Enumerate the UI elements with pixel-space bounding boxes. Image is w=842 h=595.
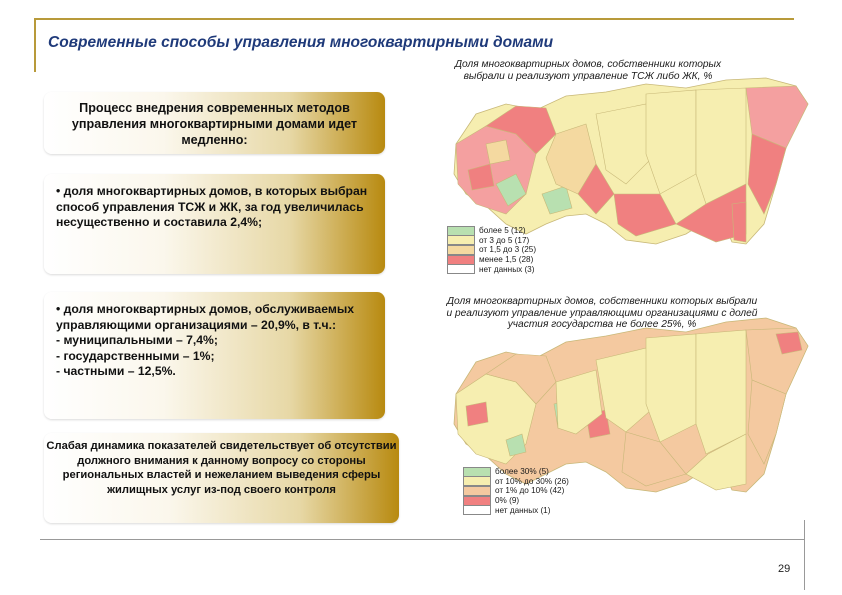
legend-label: от 10% до 30% (26) [495,476,569,486]
map1-legend-row [447,236,536,246]
footer-rule [40,539,804,540]
map2-caption: Доля многоквартирных домов, собственники которых выбрали и реализуют управление управляющими организациями с долей участия государства не более 25%, % [446,296,758,330]
page-number: 29 [778,563,791,575]
map1-legend [447,226,536,274]
map1-legend-row [447,264,536,274]
bullet-1-text: • доля многоквартирных домов, в которых выбран способ управления ТСЖ и ЖК, за год увеличилась несущественно и составила 2,4%; [56,184,368,229]
conclusion-text: Слабая динамика показателей свидетельствует об отсутствии должного внимания к данному вопросу со стороны региональных властей и нежеланием выведения сферы жилищных услуг из-под своего контроля [46,440,397,496]
map2-legend-row [463,486,569,496]
header-callout [44,92,385,154]
legend-label: более 5 (12) [479,226,526,236]
map2-legend [463,467,569,515]
legend-swatch [447,245,475,255]
map2-legend-row [463,496,569,506]
header-callout-text: Процесс внедрения современных методов управления многоквартирными домами идет медленно: [71,101,358,147]
title-vertical-rule [34,18,36,72]
conclusion-callout [44,433,399,523]
page-title: Современные способы управления многоквартирными домами [48,34,554,51]
legend-label: от 3 до 5 (17) [479,235,530,245]
map1-legend-row [447,255,536,265]
legend-swatch [463,505,491,515]
legend-label: от 1% до 10% (42) [495,486,565,496]
legend-swatch [463,496,491,506]
map1-region-yakutia [696,88,746,204]
map1-caption: Доля многоквартирных домов, собственники которых выбрали и реализуют управление ТСЖ либо ЖК, % [454,59,722,82]
map2-legend-row [463,505,569,515]
legend-label: 0% (9) [495,496,520,506]
map1-legend-row [447,226,536,236]
map2-region-yakutia [696,330,746,454]
legend-swatch [463,486,491,496]
map2-legend-row [463,477,569,487]
legend-swatch [447,255,475,265]
legend-label: нет данных (3) [479,264,535,274]
bullet-callout-1 [44,174,385,274]
legend-swatch [447,226,475,236]
map1-region-sakhalin [732,202,746,242]
legend-label: нет данных (1) [495,505,551,515]
map2-legend-row [463,467,569,477]
legend-label: от 1,5 до 3 (25) [479,245,537,255]
legend-label: более 30% (5) [495,467,549,477]
title-rule [36,18,794,20]
bullet-callout-2 [44,292,385,419]
legend-swatch [463,467,491,477]
map1-legend-row [447,245,536,255]
map2-region-red-1 [466,402,488,426]
bullet-2-text: • доля многоквартирных домов, обслуживаемых управляющими организациями – 20,9%, в т.ч.: - муниципальными – 7,4%; - государственными – 1%; - частными – 12,5%. [56,302,355,378]
legend-label: менее 1,5 (28) [479,255,534,265]
legend-swatch [447,264,475,274]
footer-vertical-rule [804,520,805,590]
map1-region-central-1 [486,140,510,164]
legend-swatch [463,476,491,486]
legend-swatch [447,235,475,245]
